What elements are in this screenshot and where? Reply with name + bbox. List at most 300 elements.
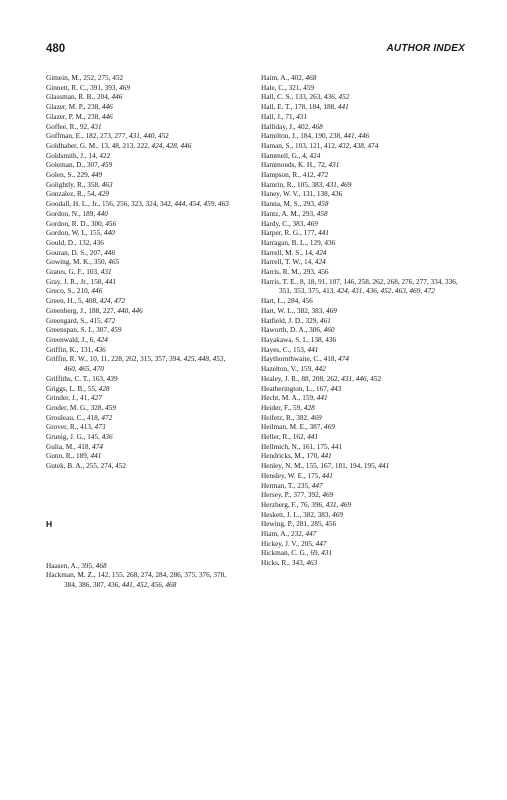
page-reference: 424 bbox=[99, 297, 111, 306]
author-name: Hart, L., bbox=[261, 297, 288, 306]
index-entry: Heifetz, R., 382, 469 bbox=[261, 413, 322, 422]
page-reference: 394 bbox=[169, 355, 180, 364]
page-reference: 469 bbox=[326, 306, 337, 315]
page-reference: 431 bbox=[296, 112, 308, 121]
page-reference: 441 bbox=[331, 442, 343, 451]
page-reference: 181 bbox=[334, 462, 346, 471]
author-name: Hale, C., bbox=[261, 83, 289, 92]
author-name: Green, H., bbox=[46, 297, 79, 306]
author-name: Gordon, N., bbox=[46, 209, 83, 218]
index-entry: Gutek, B. A., 255, 274, 452 bbox=[46, 462, 126, 471]
page-reference: 424 bbox=[309, 151, 321, 160]
index-entry: Griffiths, C. T., 163, 439 bbox=[46, 374, 118, 383]
page-reference: 204 bbox=[96, 93, 108, 102]
page-reference: 376 bbox=[198, 571, 210, 580]
page-reference: 463 bbox=[101, 180, 113, 189]
page-reference: 156 bbox=[101, 200, 113, 209]
page-reference: 446 bbox=[101, 112, 113, 121]
page-reference: 469 bbox=[332, 510, 343, 519]
page-reference: 351 bbox=[279, 287, 290, 296]
page-reference: 460 bbox=[323, 326, 335, 335]
page-reference: 442 bbox=[314, 365, 326, 374]
index-entry: Gulia, M., 418, 474 bbox=[46, 442, 103, 451]
index-entry: Green, H., 5, 408, 424, 472 bbox=[46, 297, 126, 306]
page-reference: 153 bbox=[293, 345, 304, 354]
index-entry: Greco, S., 210, 446 bbox=[46, 287, 103, 296]
index-entry: Gonzalez, R., 54, 429 bbox=[46, 190, 110, 199]
page-reference: 162 bbox=[292, 433, 304, 442]
author-name: Heider, F., bbox=[261, 403, 293, 412]
author-name: Grunig, J. G., bbox=[46, 433, 88, 442]
author-name: Harris, T. E., bbox=[261, 277, 300, 286]
page-reference: 436 bbox=[324, 238, 336, 247]
index-entry: Griffin, R. W., 10, 11, 228, 262, 315, 357, 394, 425, 448, 453, 460, 465, 470 bbox=[46, 355, 226, 374]
page-reference: 182 bbox=[85, 132, 97, 141]
author-name: Hall, C. S., bbox=[261, 93, 296, 102]
page-reference: 210 bbox=[76, 287, 88, 296]
author-name: Heatherington, L., bbox=[261, 384, 316, 393]
page-reference: 452 bbox=[112, 74, 124, 82]
index-entry: Greenberg, J., 188, 227, 440, 446 bbox=[46, 306, 143, 315]
index-entry: Griggs, L. B., 55, 428 bbox=[46, 384, 110, 393]
page-reference: 441 bbox=[320, 452, 332, 461]
index-entry: Heller, R., 162, 441 bbox=[261, 433, 319, 442]
author-name: Goffee, R., bbox=[46, 122, 80, 131]
index-entry: Gowing, M. K., 350, 465 bbox=[46, 258, 120, 267]
page-reference: 441 bbox=[378, 462, 390, 471]
page-reference: 440 bbox=[143, 132, 155, 141]
page-reference: 459 bbox=[203, 200, 215, 209]
page-reference: 277 bbox=[114, 132, 126, 141]
author-name: Greenspan, S. I., bbox=[46, 326, 97, 335]
page-reference: 262 bbox=[125, 355, 137, 364]
index-entry: Hart, L., 284, 456 bbox=[261, 297, 313, 306]
index-entry: Hayes, C., 153, 441 bbox=[261, 345, 319, 354]
page-reference: 413 bbox=[80, 423, 92, 432]
page-reference: 431 bbox=[321, 549, 333, 558]
page-reference: 258 bbox=[358, 277, 369, 286]
page-reference: 145 bbox=[87, 433, 99, 442]
entry-list-h-continued bbox=[261, 74, 466, 569]
page-reference: 55 bbox=[87, 384, 95, 393]
page-reference: 306 bbox=[309, 326, 321, 335]
page-reference: 429 bbox=[98, 190, 110, 199]
page-reference: 178 bbox=[294, 103, 306, 112]
index-entry: Glazer, M. P., 238, 446 bbox=[46, 103, 113, 112]
author-name: Gordon, W. I., bbox=[46, 229, 90, 238]
index-entry: Hatfield, J. D., 329, 461 bbox=[261, 316, 331, 325]
page-reference: 377 bbox=[293, 491, 305, 500]
author-name: Gunn, R., bbox=[46, 452, 77, 461]
author-name: Goodall, H. L., Jr., bbox=[46, 200, 102, 209]
author-name: Groder, M. G., bbox=[46, 403, 91, 412]
index-entry: Henley, N. M., 155, 167, 181, 194, 195, 441 bbox=[261, 462, 390, 471]
author-name: Hayakawa, S. I., bbox=[261, 335, 311, 344]
page-reference: 387 bbox=[309, 423, 321, 432]
page-reference: 6 bbox=[89, 335, 94, 344]
page-reference: 436 bbox=[331, 190, 343, 199]
author-name: Gouran, D. S., bbox=[46, 248, 90, 257]
page-reference: 262 bbox=[372, 277, 384, 286]
page-reference: 103 bbox=[295, 141, 306, 150]
page-reference: 413 bbox=[322, 287, 334, 296]
author-name: Halliday, J., bbox=[261, 122, 298, 131]
page-reference: 418 bbox=[77, 442, 89, 451]
page-reference: 386 bbox=[78, 580, 90, 589]
author-name: Haim, A., bbox=[261, 74, 292, 82]
page-reference: 131 bbox=[80, 345, 92, 354]
author-name: Goldhaber, G. M., bbox=[46, 141, 101, 150]
author-name: Glazer, M. P., bbox=[46, 103, 88, 112]
index-entry: Hackman, M. Z., 142, 155, 268, 274, 284, 286, 375, 376, 378, 384, 386, 387, 436, 441, 452, 456, 468 bbox=[46, 571, 227, 589]
page-reference: 227 bbox=[102, 306, 114, 315]
page-reference: 357 bbox=[154, 355, 166, 364]
index-entry: Haworth, D. A., 306, 460 bbox=[261, 326, 335, 335]
page-reference: 458 bbox=[317, 200, 329, 209]
author-name: Hammell, G., bbox=[261, 151, 303, 160]
page-reference: 469 bbox=[322, 491, 334, 500]
author-name: Hardy, C., bbox=[261, 219, 293, 228]
page-reference: 424 bbox=[315, 248, 327, 257]
page-reference: 428 bbox=[98, 384, 110, 393]
page-reference: 133 bbox=[295, 93, 306, 102]
page-reference: 54 bbox=[87, 190, 95, 199]
page-reference: 441 bbox=[307, 433, 319, 442]
index-entry: Hendricks, M., 170, 441 bbox=[261, 452, 332, 461]
index-entry: Harris, R. M., 293, 456 bbox=[261, 268, 329, 277]
page-reference: 343 bbox=[291, 559, 303, 568]
page-reference: 456 bbox=[151, 580, 162, 589]
page-reference: 256 bbox=[116, 200, 128, 209]
page-reference: 307 bbox=[86, 161, 98, 170]
author-name: Haworth, D. A., bbox=[261, 326, 310, 335]
page-reference: 470 bbox=[93, 365, 104, 374]
page-reference: 184 bbox=[300, 132, 312, 141]
page-reference: 441 bbox=[122, 580, 133, 589]
page-reference: 13 bbox=[100, 141, 108, 150]
page-reference: 446 bbox=[101, 103, 113, 112]
page-reference: 284 bbox=[287, 297, 299, 306]
page-reference: 238 bbox=[87, 112, 99, 121]
page-reference: 281 bbox=[296, 520, 308, 529]
page-reference: 463 bbox=[217, 200, 229, 209]
page-reference: 163 bbox=[92, 374, 103, 383]
page-reference: 431 bbox=[100, 268, 112, 277]
page-reference: 436 bbox=[101, 433, 113, 442]
index-entry: Grinder, J., 41, 427 bbox=[46, 394, 102, 403]
page-reference: 428 bbox=[165, 141, 177, 150]
author-name: Hazelton, V., bbox=[261, 365, 301, 374]
index-entry: Greenspan, S. I., 307, 459 bbox=[46, 326, 122, 335]
page-reference: 436 bbox=[92, 238, 104, 247]
index-entry: Herman, T., 235, 447 bbox=[261, 481, 323, 490]
page-reference: 441 bbox=[105, 277, 117, 286]
page-reference: 431 bbox=[90, 122, 102, 131]
page-reference: 170 bbox=[306, 452, 318, 461]
index-entry: Glassman, R. B., 204, 446 bbox=[46, 93, 123, 102]
page-reference: 469 bbox=[340, 500, 352, 509]
index-entry: Hantz, A. M., 293, 458 bbox=[261, 209, 328, 218]
page-reference: 184 bbox=[308, 103, 320, 112]
page-reference: 440 bbox=[103, 229, 115, 238]
author-name: Heller, R., bbox=[261, 433, 293, 442]
page-reference: 468 bbox=[311, 122, 323, 131]
index-entry: Halliday, J., 402, 468 bbox=[261, 122, 323, 131]
page-reference: 441 bbox=[337, 103, 349, 112]
page-reference: 415 bbox=[89, 316, 101, 325]
author-name: Hersey, P., bbox=[261, 491, 294, 500]
page-reference: 452 bbox=[370, 374, 382, 383]
page-reference: 159 bbox=[302, 394, 314, 403]
page-reference: 469 bbox=[119, 83, 130, 92]
page-reference: 469 bbox=[307, 219, 318, 228]
page-reference: 274 bbox=[140, 571, 152, 580]
page-reference: 255 bbox=[86, 462, 97, 471]
page-reference: 422 bbox=[99, 151, 111, 160]
index-entry: Harrell, M. S., 14, 424 bbox=[261, 248, 327, 257]
page-reference: 431 bbox=[351, 287, 363, 296]
page-reference: 59 bbox=[292, 403, 301, 412]
author-name: Harper, R. G., bbox=[261, 229, 304, 238]
index-entry: Harragan, B. L., 129, 436 bbox=[261, 238, 336, 247]
index-entry: Heskett, J. L., 382, 383, 469 bbox=[261, 510, 343, 519]
page-reference: 273 bbox=[100, 132, 111, 141]
entry-list-g bbox=[46, 74, 236, 472]
index-entry: Ginnett, R. C., 391, 393, 469 bbox=[46, 83, 130, 92]
author-name: Gould, D., bbox=[46, 238, 79, 247]
index-entry: Golen, S., 229, 449 bbox=[46, 171, 103, 180]
page-reference: 285 bbox=[310, 520, 322, 529]
page-reference: 446 bbox=[180, 141, 192, 150]
index-entry: Hanna, M. S., 293, 458 bbox=[261, 200, 329, 209]
page-reference: 408 bbox=[85, 297, 97, 306]
page-reference: 72 bbox=[317, 161, 325, 170]
page-reference: 468 bbox=[95, 561, 107, 570]
page-reference: 103 bbox=[86, 268, 98, 277]
page-reference: 228 bbox=[111, 355, 122, 364]
index-entry: Grates, G. F., 103, 431 bbox=[46, 268, 112, 277]
page-reference: 8 bbox=[300, 277, 304, 286]
page-reference: 155 bbox=[305, 462, 317, 471]
author-name: Greengard, S., bbox=[46, 316, 90, 325]
page-reference: 383 bbox=[292, 219, 304, 228]
index-entry: Greengard, S., 415, 472 bbox=[46, 316, 116, 325]
page-reference: 441 bbox=[318, 229, 329, 238]
index-entry: Grover, R., 413, 473 bbox=[46, 423, 106, 432]
author-name: Heskett, J. L., bbox=[261, 510, 304, 519]
page-reference: 155 bbox=[111, 571, 123, 580]
page-reference: 88 bbox=[301, 374, 309, 383]
page-reference: 465 bbox=[108, 258, 120, 267]
page-reference: 438 bbox=[353, 141, 364, 150]
page-reference: 41 bbox=[80, 394, 88, 403]
page-reference: 443 bbox=[330, 384, 342, 393]
author-name: Greco, S., bbox=[46, 287, 77, 296]
page-reference: 446 bbox=[131, 306, 143, 315]
page-reference: 452 bbox=[338, 93, 350, 102]
page-reference: 402 bbox=[291, 74, 302, 82]
author-name: Grouleau, C., bbox=[46, 413, 87, 422]
page-reference: 222 bbox=[136, 141, 148, 150]
page-reference: 189 bbox=[82, 209, 94, 218]
author-name: Gimein, M., bbox=[46, 74, 84, 82]
author-name: Hammonds, K. H., bbox=[261, 161, 318, 170]
page-reference: 342 bbox=[159, 200, 171, 209]
page-reference: 392 bbox=[307, 491, 319, 500]
page-reference: 132 bbox=[78, 238, 90, 247]
page-reference: 238 bbox=[329, 132, 341, 141]
index-entry: Goldsmith, J., 14, 422 bbox=[46, 151, 111, 160]
index-entry: Healey, J. R., 88, 208, 262, 431, 446, 452 bbox=[261, 374, 382, 383]
page-reference: 235 bbox=[297, 481, 309, 490]
author-name: Gulia, M., bbox=[46, 442, 78, 451]
page-reference: 131 bbox=[302, 190, 314, 199]
page-reference: 167 bbox=[320, 462, 332, 471]
page-reference: 391 bbox=[90, 83, 101, 92]
author-name: Griggs, L. B., bbox=[46, 384, 88, 393]
author-name: Greenberg, J., bbox=[46, 306, 89, 315]
page-reference: 208 bbox=[312, 374, 324, 383]
page-reference: 18 bbox=[307, 277, 315, 286]
page-reference: 472 bbox=[424, 287, 435, 296]
author-name: Harrell, M. S., bbox=[261, 248, 305, 257]
page-reference: 431 bbox=[326, 180, 337, 189]
page-reference: 205 bbox=[301, 539, 313, 548]
page-reference: 275 bbox=[97, 74, 109, 82]
index-entry: Hickey, J. V., 205, 447 bbox=[261, 539, 327, 548]
page-reference: 448 bbox=[198, 355, 209, 364]
page-reference: 446 bbox=[111, 93, 123, 102]
page-reference: 383 bbox=[317, 510, 329, 519]
page-reference: 424 bbox=[314, 258, 326, 267]
page-reference: 195 bbox=[363, 462, 375, 471]
page-reference: 446 bbox=[355, 374, 367, 383]
page-reference: 447 bbox=[311, 481, 323, 490]
section-letter: H bbox=[46, 518, 53, 529]
page-reference: 262 bbox=[326, 374, 338, 383]
page-reference: 14 bbox=[304, 258, 312, 267]
page-reference: 460 bbox=[64, 365, 75, 374]
page-reference: 121 bbox=[309, 141, 321, 150]
page-reference: 453 bbox=[212, 355, 224, 364]
author-name: Goldsmith, J., bbox=[46, 151, 89, 160]
index-entry: Hammonds, K. H., 72, 431 bbox=[261, 161, 340, 170]
author-name: Heifetz, R., bbox=[261, 413, 297, 422]
author-name: Hackman, M. Z., bbox=[46, 571, 98, 580]
page-reference: 284 bbox=[155, 571, 167, 580]
page-reference: 105 bbox=[297, 180, 308, 189]
author-name: Hiam, A., bbox=[261, 530, 292, 539]
page-reference: 436 bbox=[366, 287, 377, 296]
author-name: Greenwald, J., bbox=[46, 335, 90, 344]
author-name: Hantz, A. M., bbox=[261, 209, 303, 218]
page-reference: 358 bbox=[87, 180, 99, 189]
page-reference: 387 bbox=[93, 580, 104, 589]
author-name: Harragan, B. L., bbox=[261, 238, 310, 247]
index-entry: Goffman, E., 182, 273, 277, 431, 440, 452 bbox=[46, 132, 169, 141]
author-name: Golen, S., bbox=[46, 171, 77, 180]
page-reference: 252 bbox=[83, 74, 95, 82]
page-reference: 293 bbox=[303, 200, 314, 209]
page-reference: 384 bbox=[64, 580, 75, 589]
index-entry: Gouran, D. S., 207, 446 bbox=[46, 248, 116, 257]
page-reference: 91 bbox=[318, 277, 326, 286]
page-reference: 263 bbox=[309, 93, 321, 102]
index-entry: Goffee, R., 92, 431 bbox=[46, 122, 102, 131]
page-reference: 431 bbox=[129, 132, 140, 141]
index-entry: Gordon, R. D., 300, 456 bbox=[46, 219, 117, 228]
page-reference: 418 bbox=[323, 355, 335, 364]
author-name: Herman, T., bbox=[261, 481, 298, 490]
page-reference: 456 bbox=[317, 268, 329, 277]
page-reference: 207 bbox=[89, 248, 101, 257]
page-reference: 158 bbox=[90, 277, 102, 286]
index-entry: Grouleau, C., 418, 472 bbox=[46, 413, 113, 422]
page-reference: 69 bbox=[310, 549, 318, 558]
page-reference: 286 bbox=[169, 571, 181, 580]
author-name: Hickey, J. V., bbox=[261, 539, 302, 548]
index-entry: Grunig, J. G., 145, 436 bbox=[46, 433, 113, 442]
page-reference: 452 bbox=[158, 132, 169, 141]
index-entry: Hale, C., 321, 459 bbox=[261, 83, 314, 92]
page-reference: 336 bbox=[445, 277, 456, 286]
author-name: Grover, R., bbox=[46, 423, 81, 432]
index-entry: Hewing, P., 281, 285, 456 bbox=[261, 520, 337, 529]
page-reference: 412 bbox=[324, 141, 335, 150]
index-entry: Heilman, M. E., 387, 469 bbox=[261, 423, 335, 432]
index-entry: Haasen, A., 395, 468 bbox=[46, 561, 107, 570]
author-name: Hellmich, N., bbox=[261, 442, 303, 451]
page-reference: 428 bbox=[303, 403, 315, 412]
page-reference: 431 bbox=[325, 500, 337, 509]
author-name: Hart, W. L., bbox=[261, 306, 298, 315]
page-reference: 424 bbox=[151, 141, 163, 150]
page-reference: 440 bbox=[96, 209, 108, 218]
index-entry: Harper, R. G., 177, 441 bbox=[261, 229, 329, 238]
page-reference: 194 bbox=[349, 462, 361, 471]
page-reference: 48 bbox=[111, 141, 119, 150]
author-name: Hecht, M. A., bbox=[261, 394, 303, 403]
index-entry: Greenwald, J., 6, 424 bbox=[46, 335, 108, 344]
author-name: Healey, J. R., bbox=[261, 374, 302, 383]
page-reference: 321 bbox=[288, 83, 300, 92]
page-reference: 439 bbox=[106, 374, 118, 383]
page-reference: 472 bbox=[104, 316, 116, 325]
page-reference: 175 bbox=[316, 442, 328, 451]
author-name: Hendricks, M., bbox=[261, 452, 307, 461]
index-entry: Gimein, M., 252, 275, 452 bbox=[46, 74, 124, 82]
page-reference: 463 bbox=[306, 559, 318, 568]
page-reference: 469 bbox=[409, 287, 421, 296]
page-reference: 427 bbox=[91, 394, 102, 403]
author-name: Haman, S., bbox=[261, 141, 296, 150]
page-reference: 383 bbox=[311, 306, 323, 315]
page-reference: 474 bbox=[338, 355, 349, 364]
index-entry: Hayakawa, S. I., 138, 436 bbox=[261, 335, 337, 344]
author-name: Hatfield, J. D., bbox=[261, 316, 306, 325]
page-reference: 175 bbox=[307, 471, 319, 480]
author-name: Gutek, B. A., bbox=[46, 462, 87, 471]
page-reference: 446 bbox=[358, 132, 370, 141]
page-reference: 444 bbox=[174, 200, 186, 209]
page-reference: 436 bbox=[325, 335, 337, 344]
page-reference: 441 bbox=[316, 394, 328, 403]
page-reference: 324 bbox=[145, 200, 157, 209]
page-reference: 14 bbox=[88, 151, 96, 160]
page-reference: 155 bbox=[89, 229, 101, 238]
page-reference: 76 bbox=[300, 500, 308, 509]
author-name: Griffin, K., bbox=[46, 345, 81, 354]
